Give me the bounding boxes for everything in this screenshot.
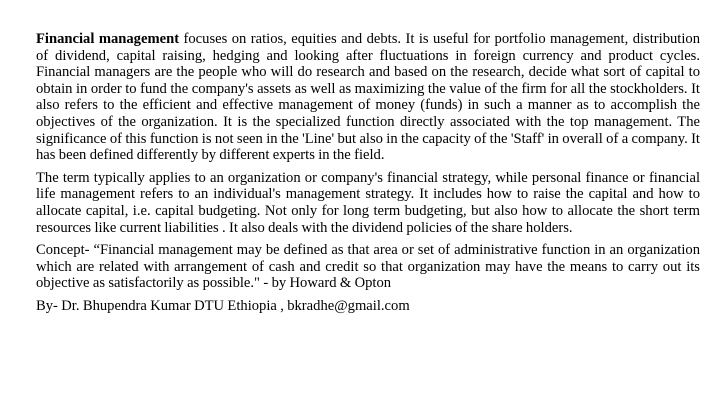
author-credit: By- Dr. Bhupendra Kumar DTU Ethiopia , bkradhe@gmail.com: [36, 297, 410, 314]
paragraph-financial-management: [36, 31, 700, 164]
paragraph-concept-definition: Concept- “Financial management may be defined as that area or set of administrative function in an organization which are related with arrangement of cash and credit so that organization may have the means to carry out its objective as satisfactorily as possible." - by Howard & Opton: [36, 242, 700, 292]
paragraph-financial-management-text: focuses on ratios, equities and debts. It is useful for portfolio management, distribution of dividend, capital raising, hedging and looking after fluctuations in foreign currency and product cycles. Financial managers are the people who will do research and based on the research, decide what sort of capital to obtain in order to fund the company's assets as well as maximizing the value of the firm for all the stockholders. It also refers to the efficient and effective management of money (funds) in such a manner as to accomplish the objectives of the organization. It is the specialized function directly associated with the top management. The significance of this function is not seen in the 'Line' but also in the capacity of the 'Staff' in overall of a company. It has been defined differently by different experts in the field.: [36, 31, 700, 164]
bold-term-financial-management: Financial management: [36, 31, 180, 47]
paragraph-term-usage: The term typically applies to an organization or company's financial strategy, while personal finance or financial life management refers to an individual's management strategy. It includes how to raise the capital and how to allocate capital, i.e. capital budgeting. Not only for long term budgeting, but also how to allocate the short term resources like current liabilities . It also deals with the dividend policies of the share holders.: [36, 169, 700, 236]
slide-body: [36, 31, 700, 321]
